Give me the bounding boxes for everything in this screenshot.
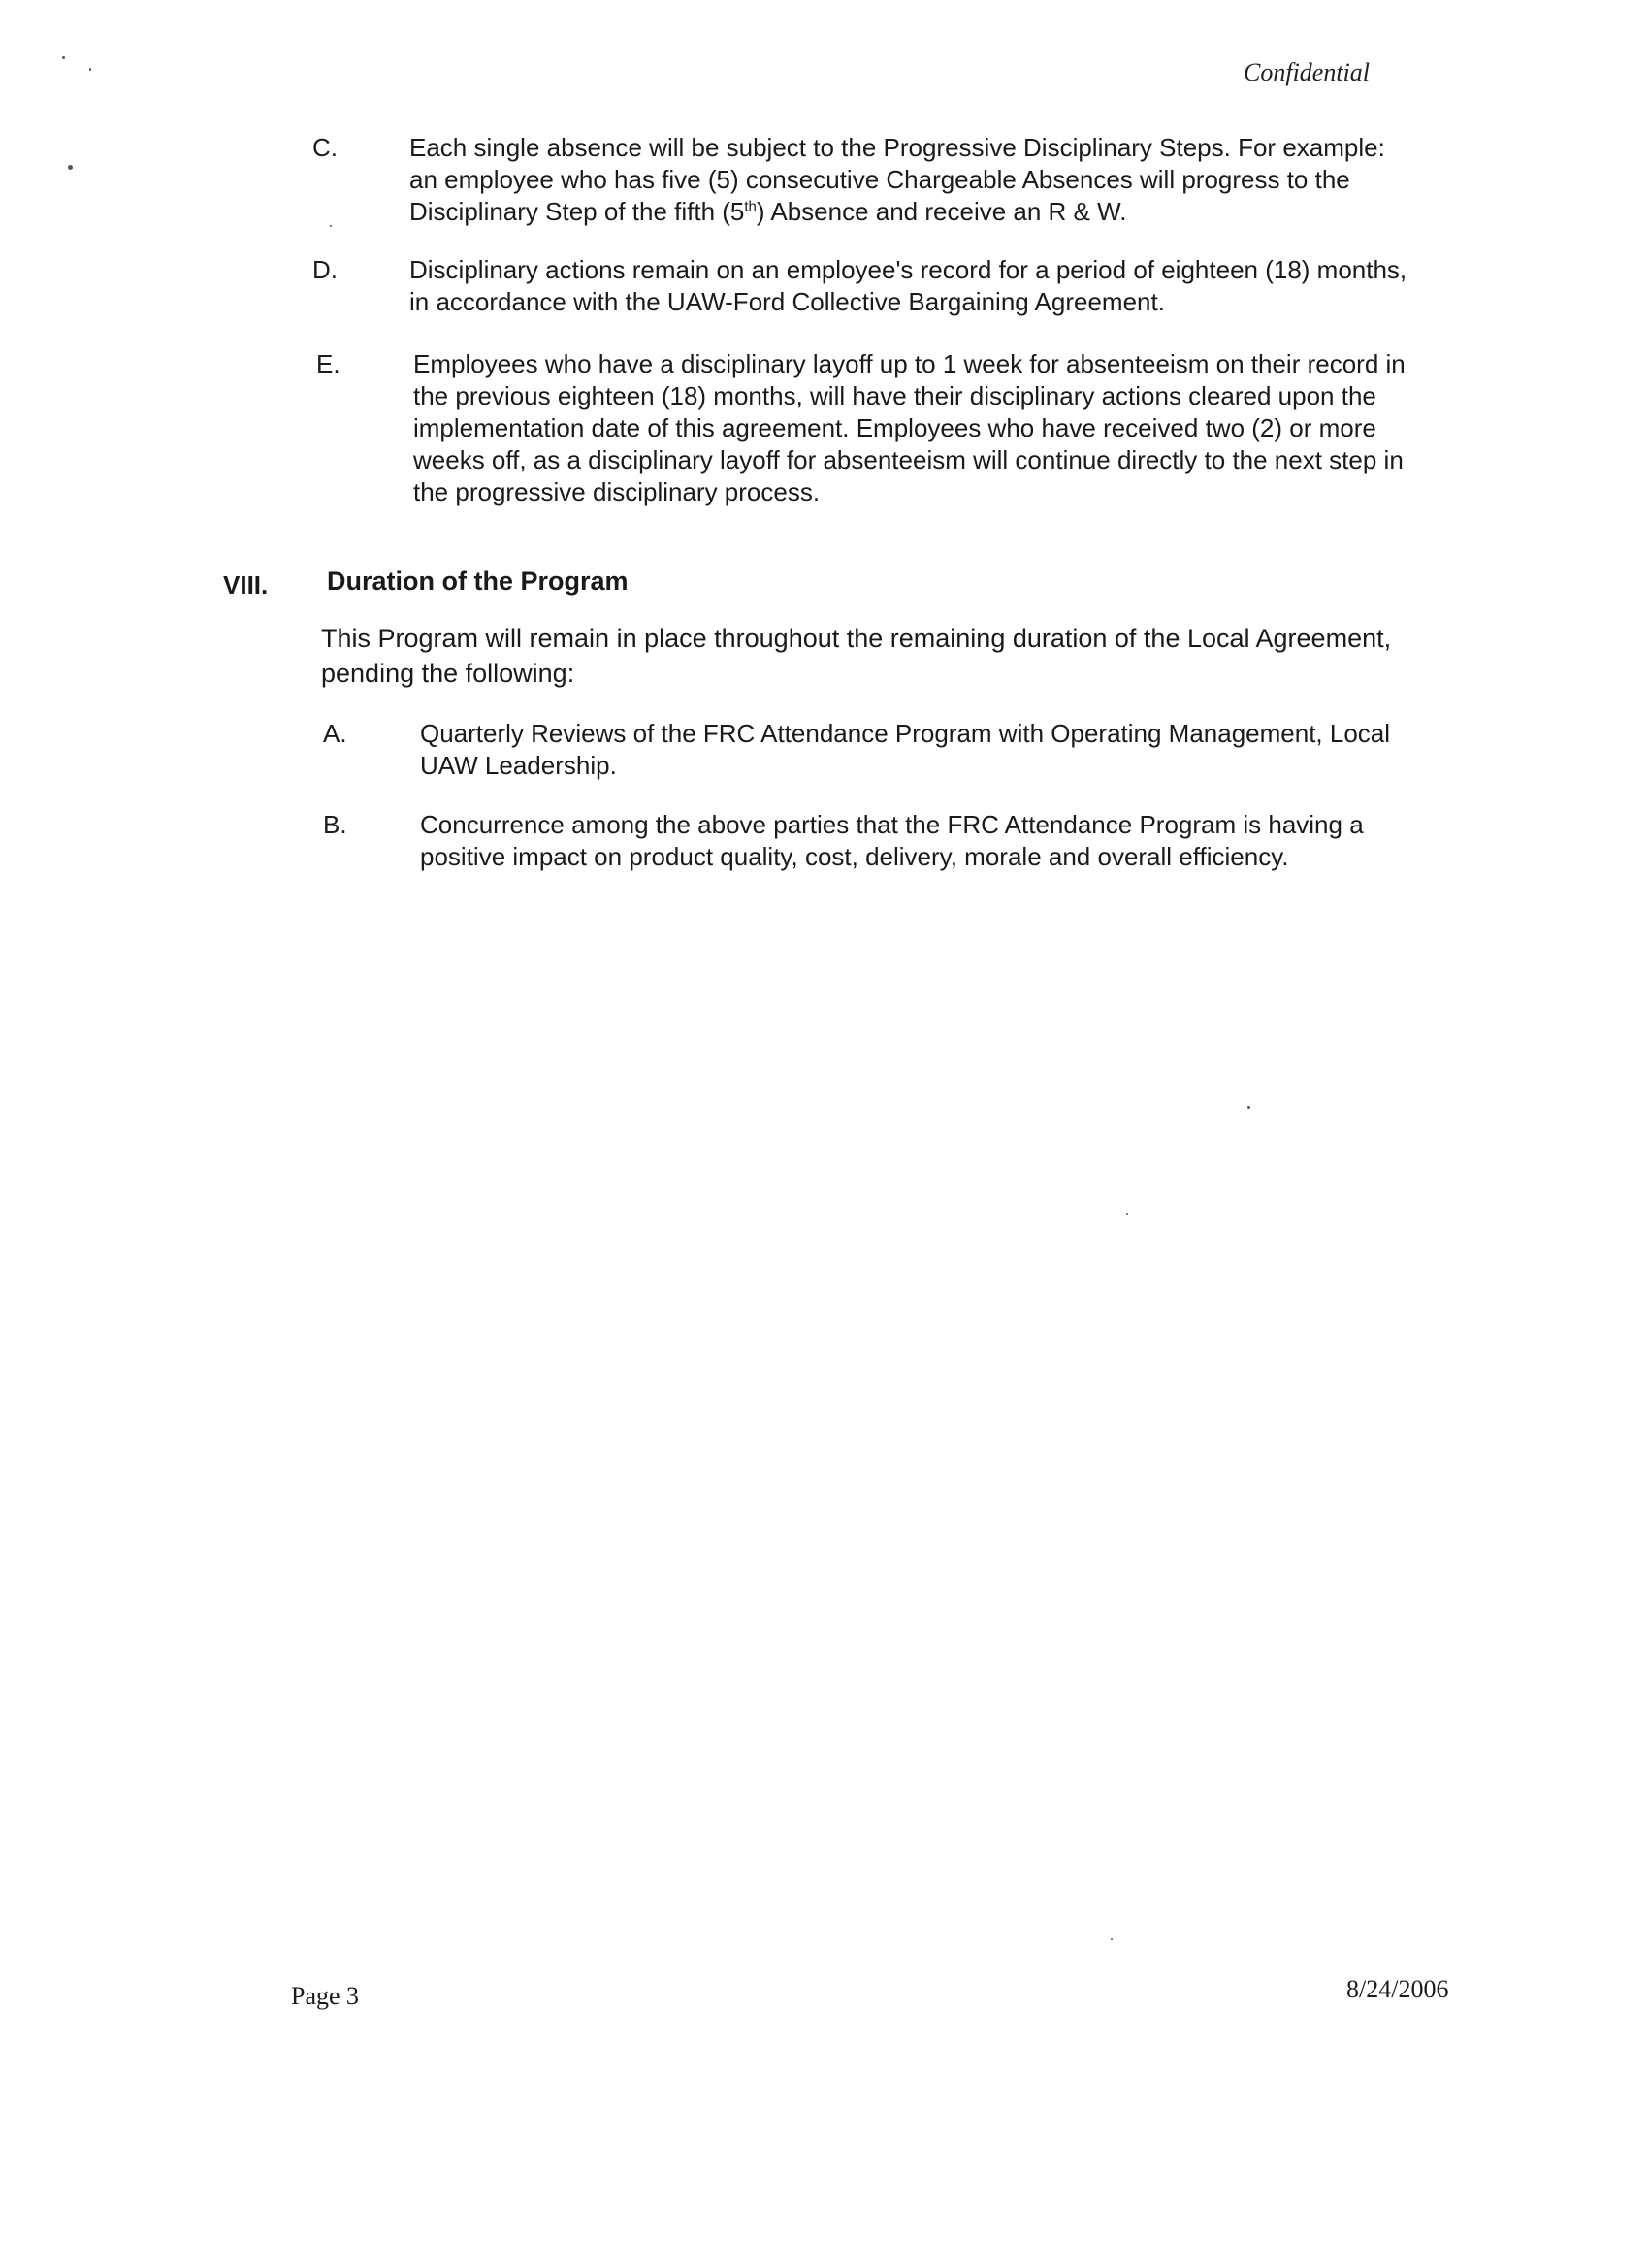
list-item-a: [323, 718, 1506, 786]
item-line: in accordance with the UAW-Ford Collective Bargaining Agreement.: [409, 287, 1165, 316]
item-line: the previous eighteen (18) months, will have their disciplinary actions cleared upon the: [413, 381, 1376, 410]
item-text: [409, 132, 1474, 228]
item-line: UAW Leadership.: [420, 751, 617, 780]
item-line: Concurrence among the above parties that the FRC Attendance Program is having a: [420, 810, 1364, 839]
scan-speck: [68, 165, 73, 170]
item-line: Disciplinary actions remain on an employee's record for a period of eighteen (18) months,: [409, 255, 1407, 284]
item-line-part: ) Absence and receive an R & W.: [756, 197, 1127, 226]
item-letter: B.: [323, 810, 347, 839]
section-title: Duration of the Program: [327, 567, 629, 596]
item-line-part: Disciplinary Step of the fifth (5: [409, 197, 745, 226]
item-line: Each single absence will be subject to the Progressive Disciplinary Steps. For example:: [409, 133, 1385, 162]
section-number: VIII.: [223, 570, 269, 599]
item-text: [409, 254, 1484, 318]
footer-date: 8/24/2006: [1346, 1975, 1449, 2003]
scan-speck: [1247, 1106, 1250, 1109]
item-line: Employees who have a disciplinary layoff up to 1 week for absenteeism on their record in: [413, 349, 1406, 378]
item-line: positive impact on product quality, cost, delivery, morale and overall efficiency.: [420, 842, 1289, 871]
item-line: implementation date of this agreement. Employees who have received two (2) or more: [413, 413, 1376, 442]
item-line: the progressive disciplinary process.: [413, 477, 821, 506]
list-item-c: [312, 132, 1496, 229]
list-item-e: [316, 348, 1500, 513]
item-line: [409, 196, 1474, 228]
intro-line: pending the following:: [321, 659, 575, 688]
item-line: Quarterly Reviews of the FRC Attendance Program with Operating Management, Local: [420, 719, 1391, 748]
intro-line: This Program will remain in place throughout the remaining duration of the Local Agreement,: [321, 624, 1392, 653]
item-letter: A.: [323, 719, 347, 748]
list-item-b: [323, 809, 1506, 877]
section-intro: [321, 621, 1490, 691]
item-text: [420, 718, 1492, 782]
item-text: [420, 809, 1492, 873]
list-item-d: [312, 254, 1496, 322]
item-text: [413, 348, 1488, 508]
scan-speck: [1111, 1938, 1113, 1940]
scan-speck: [1126, 1213, 1128, 1215]
scan-speck: [89, 68, 91, 71]
item-line: weeks off, as a disciplinary layoff for absenteeism will continue directly to the next step in: [413, 445, 1404, 474]
item-letter: E.: [316, 349, 340, 378]
item-letter: C.: [312, 133, 338, 162]
page-number: Page 3: [291, 1982, 360, 2010]
scan-speck: [330, 225, 332, 227]
ordinal-superscript: th: [744, 198, 757, 215]
scan-speck: [62, 56, 65, 59]
confidential-header: Confidential: [1244, 58, 1370, 86]
item-letter: D.: [312, 255, 338, 284]
item-line: an employee who has five (5) consecutive Chargeable Absences will progress to the: [409, 165, 1350, 194]
